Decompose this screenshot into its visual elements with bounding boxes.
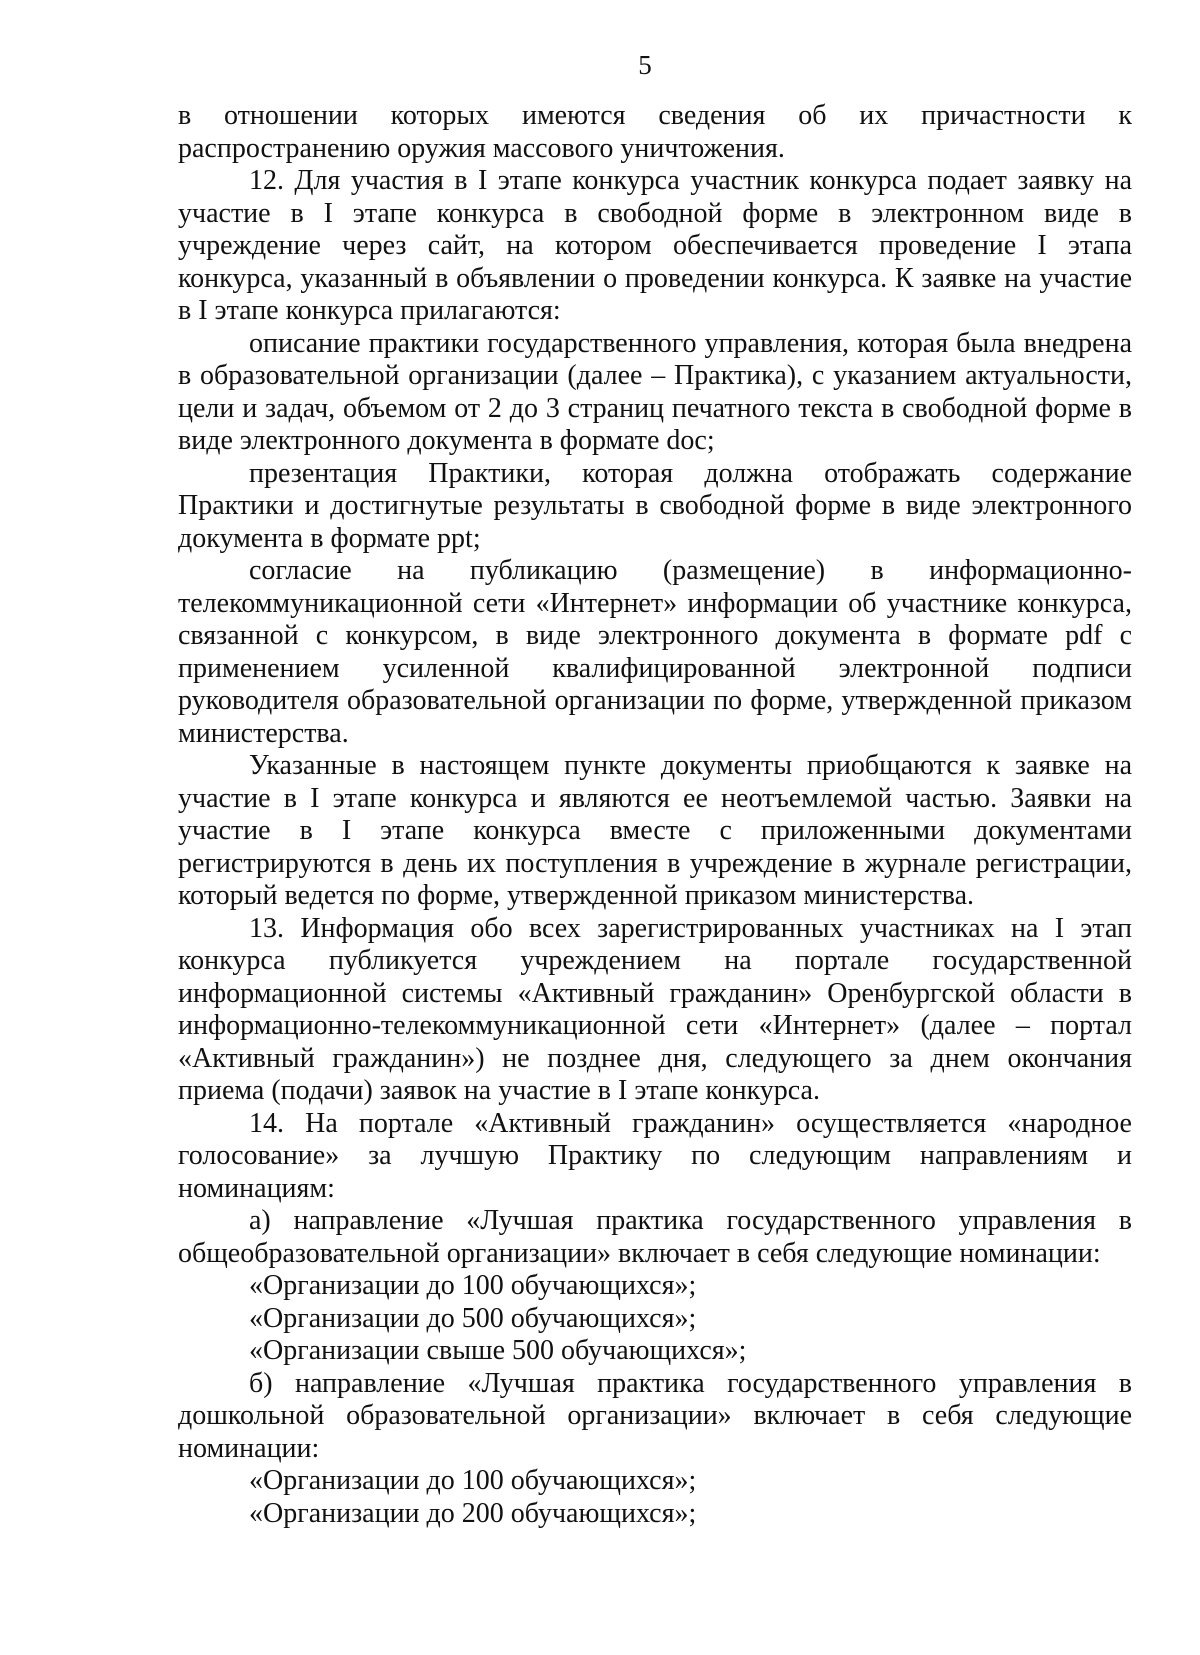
paragraph-nomination-a2: «Организации до 500 обучающихся»; xyxy=(249,1302,697,1334)
paragraph-practice-description: описание практики государственного управления, которая была внедрена в образовательной организации (далее – Практика), с указанием актуальности, цели и задач, объемом от 2 до 3 страниц печатного текста в свободной форме в виде электронного документа в формате doc; xyxy=(178,327,1132,456)
paragraph-item-13: 13. Информация обо всех зарегистрированных участниках на I этап конкурса публикуется учреждением на портале государственной информационной системы «Активный гражданин» Оренбургской области в информационно-телекоммуникационной сети «Интернет» (далее – портал «Активный гражданин») не позднее дня, следующего за днем окончания приема (подачи) заявок на участие в I этапе конкурса. xyxy=(178,912,1132,1106)
paragraph-direction-b: б) направление «Лучшая практика государственного управления в дошкольной образовательной организации» включает в себя следующие номинации: xyxy=(178,1367,1132,1464)
paragraph-nomination-a3: «Организации свыше 500 обучающихся»; xyxy=(249,1335,747,1366)
paragraph-direction-a: а) направление «Лучшая практика государственного управления в общеобразовательной организации» включает в себя следующие номинации: xyxy=(178,1205,1132,1269)
page-number: 5 xyxy=(638,50,652,80)
paragraph-item-14: 14. На портале «Активный гражданин» осуществляется «народное голосование» за лучшую Практику по следующим направлениям и номинациям: xyxy=(178,1107,1132,1204)
paragraph-nomination-a1: «Организации до 100 обучающихся»; xyxy=(249,1270,697,1301)
paragraph-item-12: 12. Для участия в I этапе конкурса участник конкурса подает заявку на участие в I этапе конкурса в свободной форме в электронном виде в учреждение через сайт, на котором обеспечивается проведение I этапа конкурса, указанный в объявлении о проведении конкурса. К заявке на участие в I этапе конкурса прилагаются: xyxy=(178,165,1132,326)
paragraph-practice-presentation: презентация Практики, которая должна отображать содержание Практики и достигнутые результаты в свободной форме в виде электронного документа в формате ppt; xyxy=(178,457,1132,554)
paragraph-nomination-b2: «Организации до 200 обучающихся»; xyxy=(249,1497,697,1529)
paragraph-documents-registration: Указанные в настоящем пункте документы приобщаются к заявке на участие в I этапе конкурса и являются ее неотъемлемой частью. Заявки на участие в I этапе конкурса вместе с приложенными документами регистрируются в день их поступления в учреждение в журнале регистрации, который ведется по форме, утвержденной приказом министерства. xyxy=(178,750,1132,911)
paragraph-nomination-b1: «Организации до 100 обучающихся»; xyxy=(249,1465,697,1496)
paragraph-publication-consent: согласие на публикацию (размещение) в информационно-телекоммуникационной сети «Интернет» информации об участнике конкурса, связанной с конкурсом, в виде электронного документа в формате pdf с применением усиленной квалифицированной электронной подписи руководителя образовательной организации по форме, утвержденной приказом министерства. xyxy=(178,555,1132,749)
paragraph-continuation: в отношении которых имеются сведения об их причастности к распространению оружия массового уничтожения. xyxy=(178,100,1132,164)
document-body xyxy=(178,100,1132,1530)
